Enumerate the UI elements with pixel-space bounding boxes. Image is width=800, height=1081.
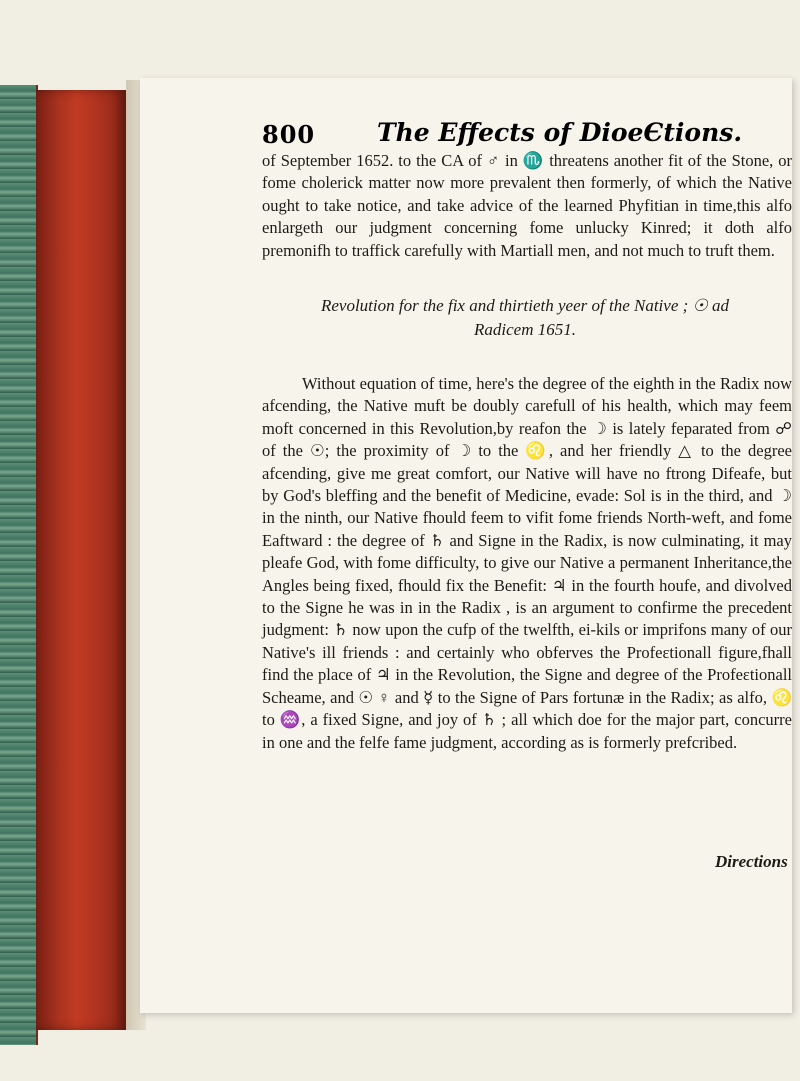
running-title: The Effects of DioeЄtions.	[377, 118, 743, 147]
paragraph-continued: of September 1652. to the CA of ♂ in ♏ threatens another fit of the Stone, or fome cholerick matter now more prevalent then formerly, of which the Native ought to take notice, and take advice of the learned Phyfitian in time,this alfo enlargeth our judgment concerning fome unlucky Kinred; it doth alfo premonifh to traffick carefully with Martiall men, and not much to truft them.	[262, 151, 792, 260]
catchword: Directions	[715, 852, 788, 871]
running-header	[262, 120, 782, 154]
book-page-edges	[0, 85, 38, 1045]
book-binding-spine	[36, 90, 126, 1030]
page-number: 800	[262, 120, 316, 149]
paragraph-revolution: Without equation of time, here's the degree of the eighth in the Radix now afcending, the Native muft be doubly carefull of his health, which may feem moft concerned in this Revolution,by reafon the ☽ is lately feparated from ☍ of the ☉; the proximity of ☽ to the ♌, and her friendly △ to the degree afcending, give me great comfort, our Native will have no ftrong Difeafe, but by God's bleffing and the benefit of Medicine, evade: Sol is in the third, and ☽ in the ninth, our Native fhould feem to vifit fome friends North-weft, and fome Eaftward : the degree of ♄ and Signe in the Radix, is now culminating, it may pleafe God, with fome difficulty, to give our Native a permanent Inheritance,the Angles being fixed, fhould fix the Benefit: ♃ in the fourth houfe, and divolved to the Signe he was in in the Radix , is an argument to confirme the precedent judgment: ♄ now upon the cufp of the twelfth, ei-kils or imprifons many of our Native's ill friends : and certainly who obferves the Profeɛtionall figure,fhall find the place of ♃ in the Revolution, the Signe and degree of the Profeɛtionall Scheame, and ☉ ♀ and ☿ to the Signe of Pars fortunæ in the Radix; as alfo, ♌ to ♒, a fixed Signe, and joy of ♄ ; all which doe for the major part, concurre in one and the felfe fame judgment, according as is formerly prefcribed.	[262, 374, 792, 752]
section-heading: Revolution for the fix and thirtieth yeer of the Native ; ☉ ad Radicem 1651.	[320, 296, 730, 339]
